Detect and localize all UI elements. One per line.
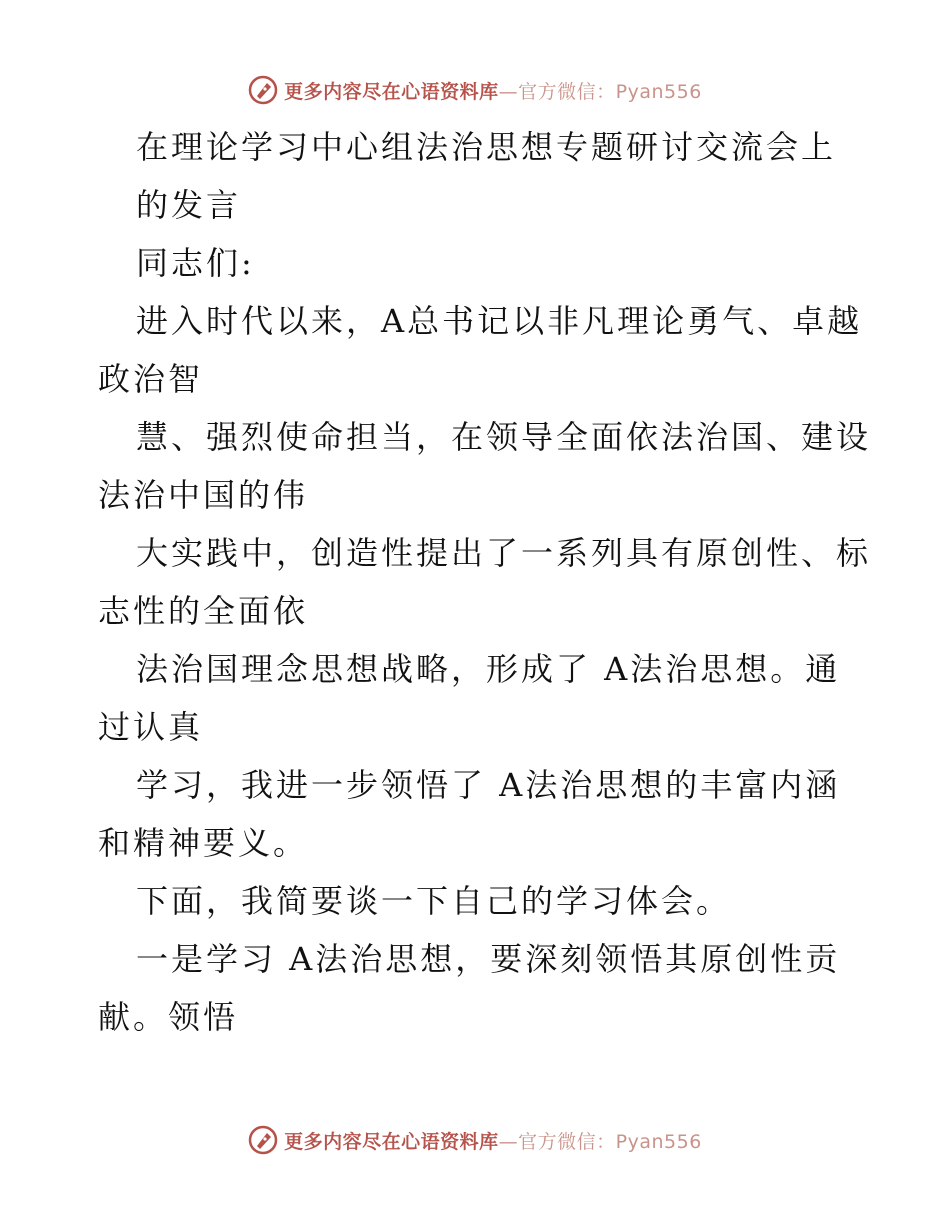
footer-watermark [0, 1120, 950, 1160]
paragraph-line: 一是学习 A法治思想，要深刻领悟其原创性贡 [136, 940, 841, 978]
watermark-wechat: 官方微信：Pyan556 [518, 1130, 702, 1153]
paragraph-line: 学习，我进一步领悟了 A法治思想的丰富内涵 [136, 766, 841, 804]
header-watermark [0, 70, 950, 110]
watermark-dash: — [498, 80, 519, 103]
watermark-brand: 更多内容尽在心语资料库 [284, 1130, 499, 1153]
paragraph-line: 法治中国的伟 [98, 476, 309, 514]
watermark-brand: 更多内容尽在心语资料库 [284, 80, 499, 103]
watermark-dash: — [498, 1130, 519, 1153]
paragraph-line: 志性的全面依 [98, 592, 309, 630]
paragraph-line: 大实践中，创造性提出了一系列具有原创性、标 [136, 534, 872, 572]
paragraph-line: 和精神要义。 [98, 824, 309, 862]
salutation: 同志们: [136, 244, 255, 282]
watermark-text [284, 1127, 702, 1154]
title-line-2: 的发言 [136, 186, 242, 224]
paragraph-line: 过认真 [98, 708, 204, 746]
paragraph-line: 进入时代以来，A总书记以非凡理论勇气、卓越 [136, 302, 863, 340]
title-line-1: 在理论学习中心组法治思想专题研讨交流会上 [136, 128, 837, 166]
paragraph-line: 法治国理念思想战略，形成了 A法治思想。通 [136, 650, 841, 688]
paragraph-line: 下面，我简要谈一下自己的学习体会。 [136, 882, 732, 920]
paragraph-line: 献。领悟 [98, 998, 239, 1036]
pen-nib-logo-icon [248, 75, 278, 105]
watermark-wechat: 官方微信：Pyan556 [518, 80, 702, 103]
watermark-text [284, 77, 702, 104]
paragraph-line: 政治智 [98, 360, 204, 398]
pen-nib-logo-icon [248, 1125, 278, 1155]
paragraph-line: 慧、强烈使命担当，在领导全面依法治国、建设 [136, 418, 872, 456]
